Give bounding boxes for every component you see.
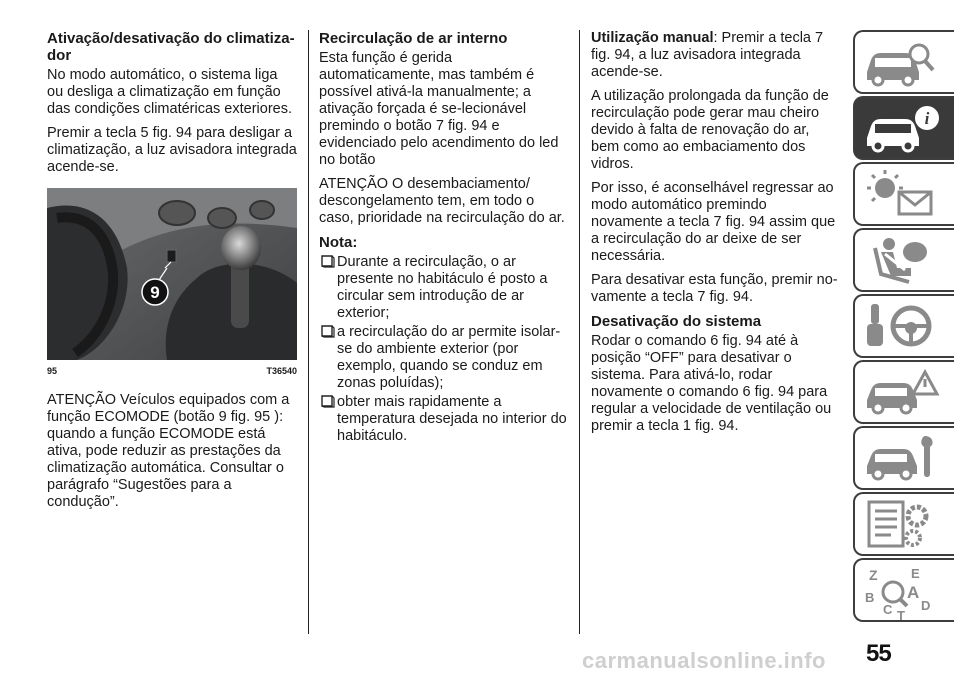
car-info-icon (861, 102, 941, 154)
column-divider-2 (579, 30, 580, 634)
paragraph-return-auto: Por isso, é aconselhável regressar ao modo automático premindo novamente a tecla 7 fig. 94 assim que a recirculação do ar deixe de ser necessária. (591, 180, 836, 264)
nota-item (319, 254, 569, 322)
tab-key-steering[interactable] (853, 294, 954, 358)
column-divider-1 (308, 30, 309, 634)
dashboard-photo (47, 188, 297, 360)
gear-lever-photo (47, 188, 297, 360)
index-letter: B (865, 590, 875, 605)
nota-item-text: Durante a recirculação, o ar presente no habitáculo é posto a circular sem introdução de ar exterior; (337, 254, 548, 321)
spec-list-gears-icon (861, 498, 941, 550)
attention-ecomode: ATENÇÃO Veículos equipados com a função ECOMODE (botão 9 fig. 95 ): quando a função ECOMODE está ativa, pode reduzir as prestações da climatização automática. Consultar o parágrafo “Sugestões para a condução”. (47, 392, 290, 510)
watermark: carmanualsonline.info (582, 648, 826, 673)
tab-car-info[interactable] (853, 96, 954, 160)
index-letter: A (907, 583, 920, 602)
tab-specifications[interactable] (853, 492, 954, 556)
car-search-icon (861, 36, 941, 88)
bullet-box-icon (319, 254, 337, 322)
paragraph-prolonged-use: A utilização prolongada da função de recirculação pode gerar mau cheiro devido à falta de renovação do ar, bem como ao embaciamento dos vidros. (591, 88, 829, 172)
tab-seat-airbag[interactable] (853, 228, 954, 292)
index-letter: E (911, 566, 920, 581)
figure-callout-9: 9 (150, 283, 160, 302)
manual-label: Utilização manual (591, 30, 714, 46)
index-letter: Z (869, 567, 878, 583)
paragraph-manual (591, 30, 841, 81)
figure-code: T36540 (266, 366, 297, 376)
nota-title: Nota: (319, 234, 358, 251)
tab-car-search[interactable] (853, 30, 954, 94)
nota-item-text: obter mais rapidamente a temperatura desejada no interior do habitáculo. (337, 394, 567, 444)
seat-airbag-icon (861, 234, 941, 286)
index-letter: C (883, 602, 893, 617)
svg-text:i: i (924, 109, 930, 128)
heading-system-deactivation: Desativação do sistema (591, 313, 762, 330)
bullet-box-icon (319, 394, 337, 445)
attention-defrost: ATENÇÃO O desembaciamento/ descongelamento tem, em todo o caso, prioridade na recirculação do ar. (319, 176, 565, 226)
column-right (591, 30, 841, 442)
manual-text: : Premir a tecla 7 fig. 94, a luz avisadora integrada acende-se. (591, 30, 824, 80)
tab-car-crash[interactable] (853, 360, 954, 424)
column-middle (319, 30, 569, 445)
heading-activation: Ativação/desativação do climatiza-dor (47, 30, 295, 64)
car-crash-warning-icon (861, 366, 941, 418)
paragraph-recirculation: Esta função é gerida automaticamente, mas também é possível ativá-la manualmente; a ativação forçada é se-lecionável premindo o botão 7 fig. 94 e evidenciado pelo acendimento do led no botão (319, 50, 559, 168)
nota-item (319, 324, 569, 392)
nota-item-text: a recirculação do ar permite isolar-se do ambiente exterior (por exemplo, quando se conduz em zonas poluídas); (337, 324, 561, 391)
index-letter: D (921, 598, 931, 613)
index-letter: T (897, 608, 905, 620)
key-steering-wheel-icon (861, 300, 941, 352)
bullet-box-icon (319, 324, 337, 392)
figure-number: 95 (47, 366, 58, 376)
tab-warning-lights[interactable] (853, 162, 954, 226)
heading-recirculation: Recirculação de ar interno (319, 30, 508, 47)
car-wrench-icon (861, 432, 941, 484)
tab-alphabetical-index[interactable] (853, 558, 954, 622)
paragraph-auto-mode: No modo automático, o sistema liga ou desliga a climatização em função das condições climatéricas exteriores. (47, 67, 292, 117)
paragraph-deactivate-function: Para desativar esta função, premir no-vamente a tecla 7 fig. 94. (591, 272, 838, 305)
nota-list (319, 254, 569, 445)
page-number: 55 (866, 640, 891, 667)
paragraph-off-position: Rodar o comando 6 fig. 94 até à posição “OFF” para desativar o sistema. Para ativá-lo, rodar novamente o comando 6 fig. 94 para regular a velocidade de ventilação ou premir a tecla 1 fig. 94. (591, 333, 832, 434)
column-left (47, 30, 297, 518)
nota-item (319, 394, 569, 445)
figure-caption (47, 363, 297, 380)
tab-car-wrench[interactable] (853, 426, 954, 490)
warning-lights-message-icon (861, 168, 941, 220)
paragraph-key5: Premir a tecla 5 fig. 94 para desligar a climatização, a luz avisadora integrada acende-se. (47, 125, 297, 175)
alphabetical-index-icon (861, 564, 941, 620)
